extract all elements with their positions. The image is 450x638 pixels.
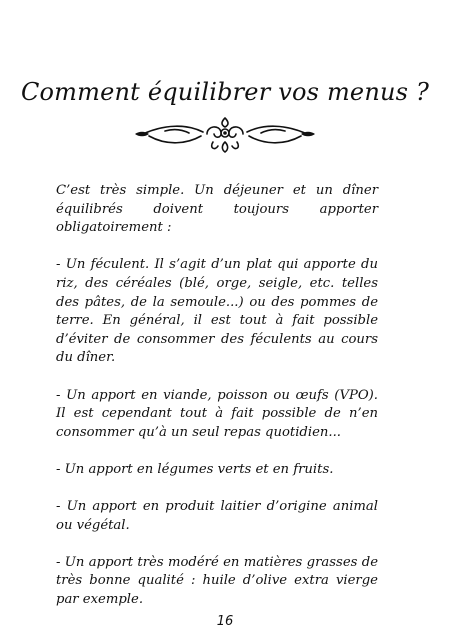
paragraph: - Un apport en viande, poisson ou œufs (VPO). Il est cependant tout à fait possible de n’en consommer qu’à un seul repas quotidien... (56, 387, 378, 440)
page-title: Comment équilibrer vos menus ? (20, 78, 430, 106)
paragraph: - Un apport très modéré en matières grasses de très bonne qualité : huile d’olive extra vierge par exemple. (56, 554, 378, 608)
paragraph: - Un apport en légumes verts et en fruits. (56, 461, 334, 477)
paragraph: - Un apport en produit laitier d’origine animal ou végétal. (56, 499, 378, 533)
paragraph: C’est très simple. Un déjeuner et un dîner équilibrés doivent toujours apporter obligatoirement : (56, 183, 378, 236)
paragraph: - Un féculent. Il s’agit d’un plat qui apporte du riz, des céréales (blé, orge, seigle, etc. telles des pâtes, de la semoule...) ou des pommes de terre. En général, il est tout à fait possible d’éviter de consommer des féculents au cours du dîner. (56, 257, 378, 366)
page-number: 16 (216, 614, 234, 629)
decorative-flourish-icon (125, 112, 325, 156)
body-text (56, 182, 378, 628)
